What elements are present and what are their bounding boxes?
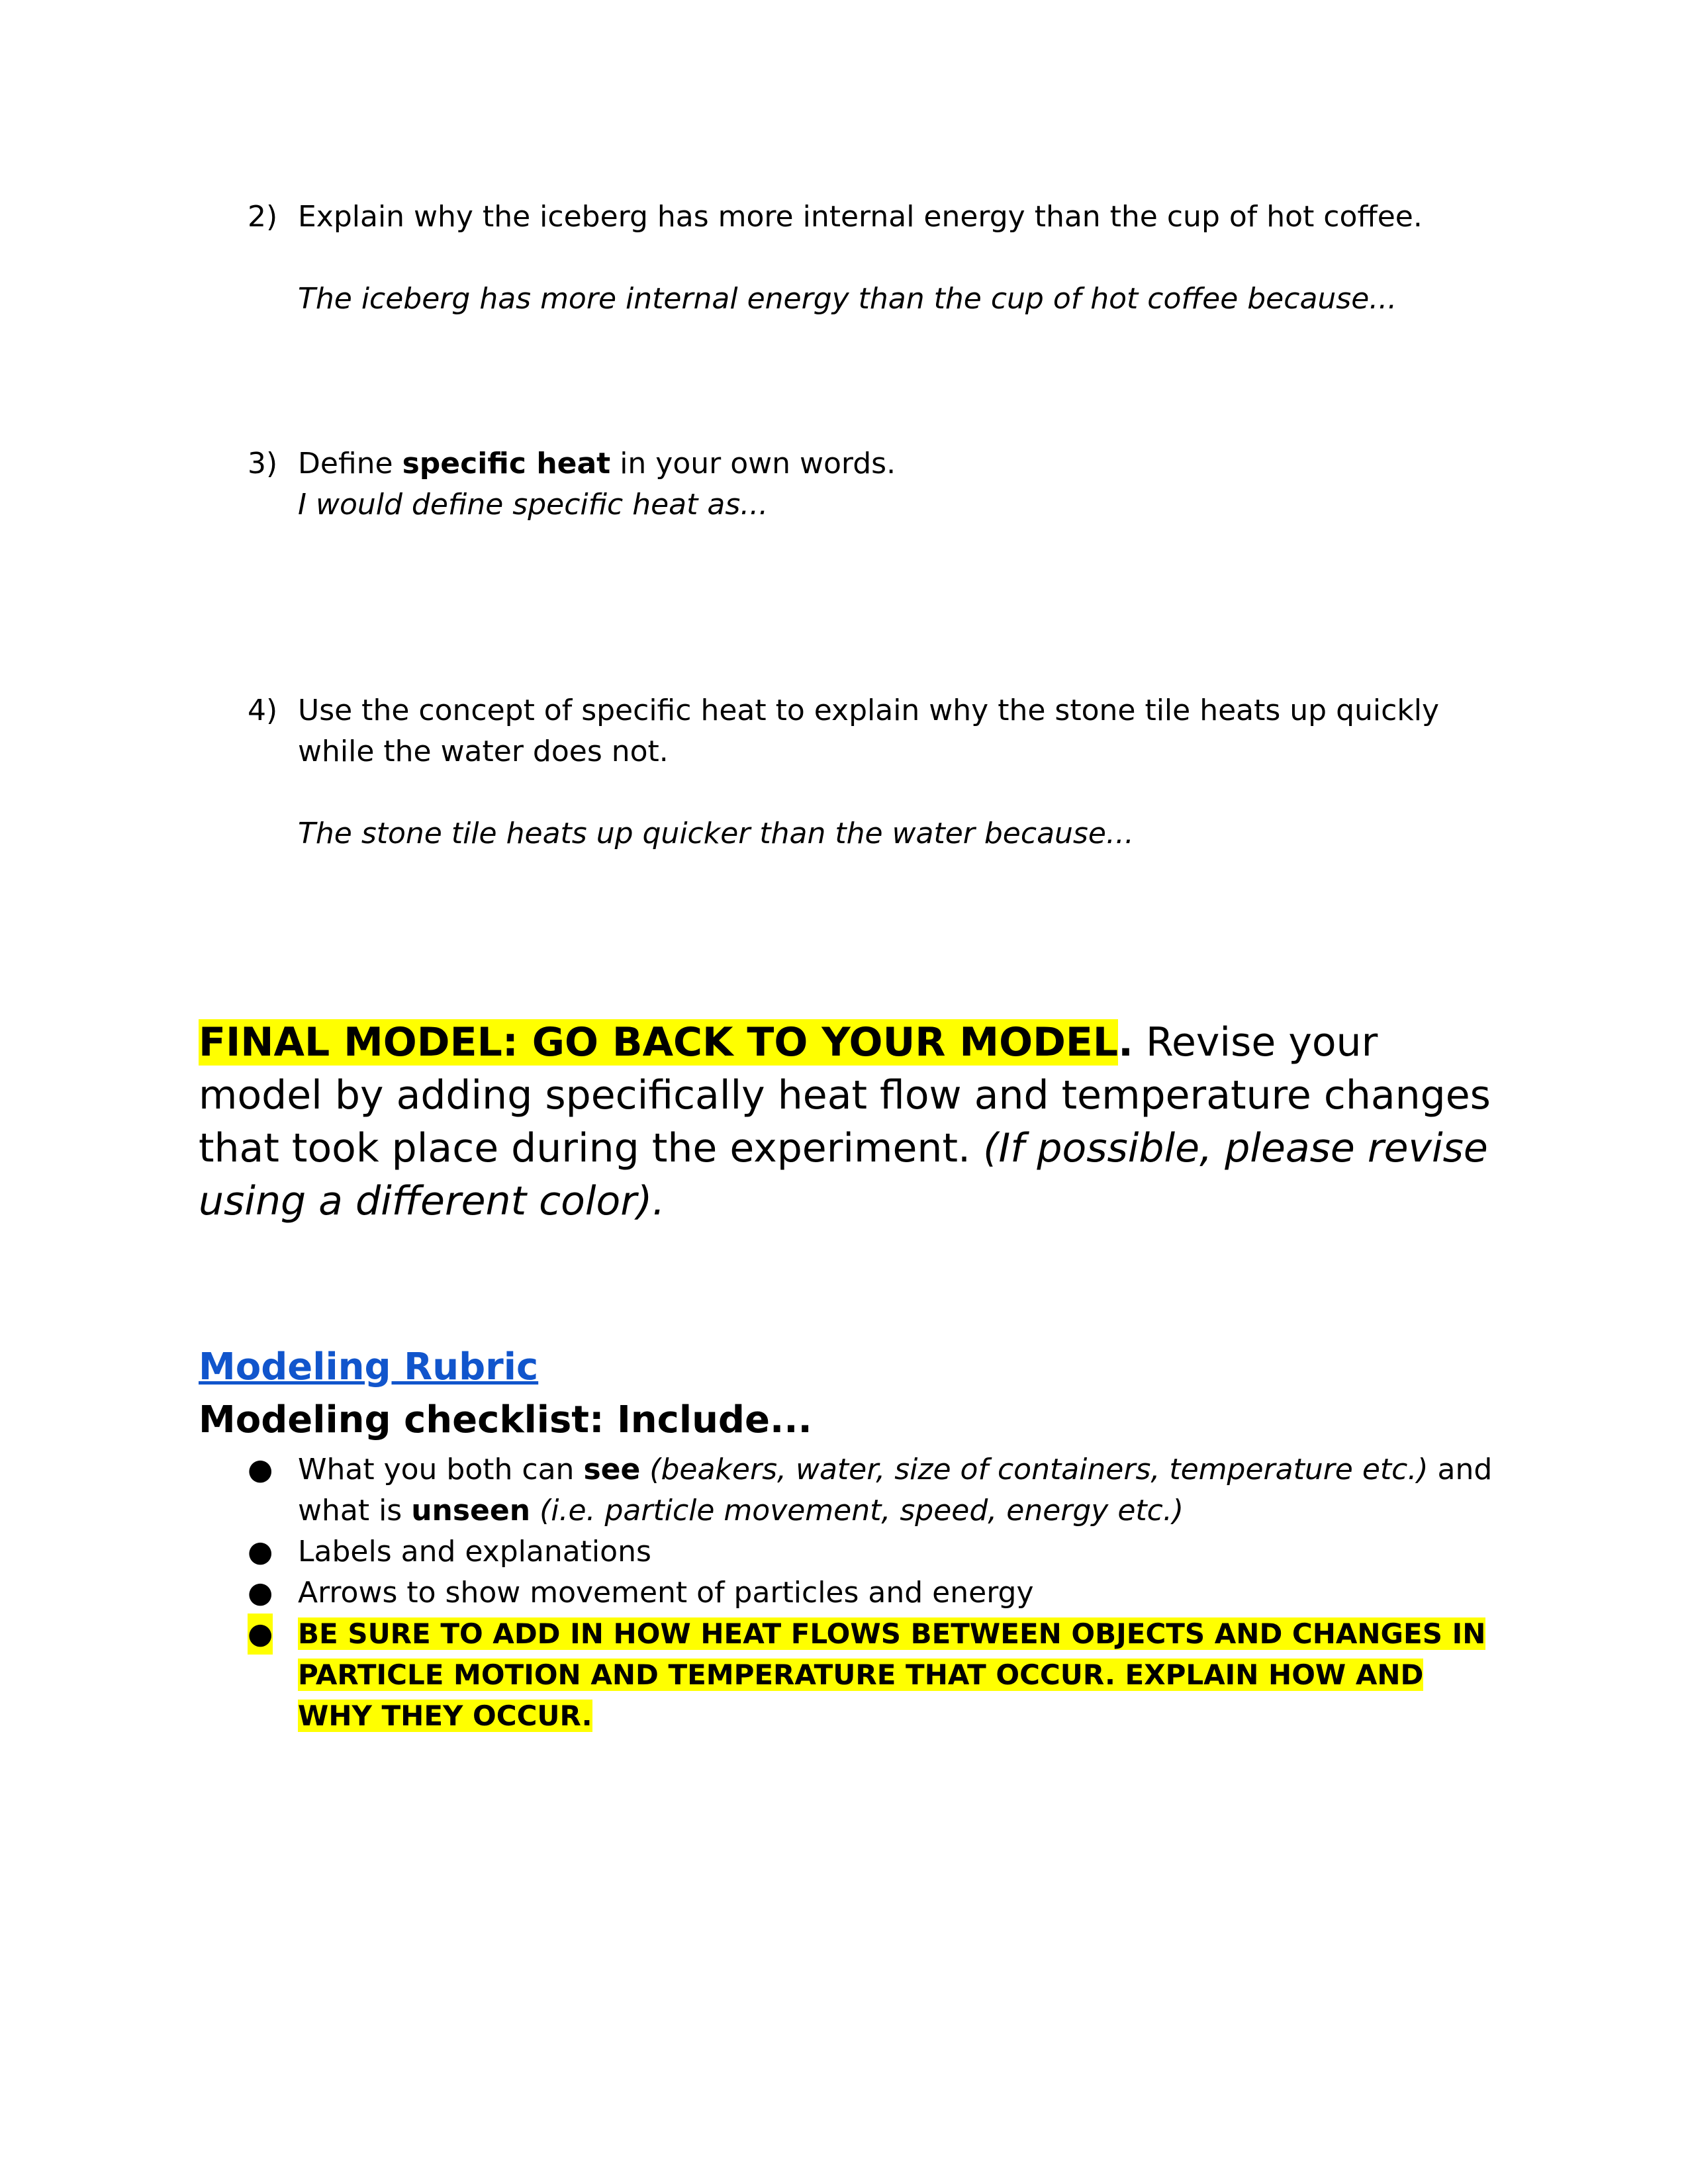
final-model-note: (If possible, please revise using a different color).	[199, 1125, 1488, 1224]
answer-starter: The stone tile heats up quicker than the water because...	[298, 817, 1134, 850]
question-2	[248, 197, 1505, 320]
item-text: Arrows to show movement of particles and energy	[298, 1576, 1034, 1610]
question-prompt: Explain why the iceberg has more internal energy than the cup of hot coffee.	[298, 200, 1423, 234]
item-text-emphasis: BE SURE TO ADD IN HOW HEAT FLOWS BETWEEN OBJECTS AND CHANGES IN PARTICLE MOTION AND TEMPERATURE THAT OCCUR. EXPLAIN HOW AND WHY THEY OCCUR.	[298, 1617, 1486, 1732]
item-text: What you both can	[298, 1453, 584, 1486]
prompt-text: Define	[298, 447, 402, 480]
final-model-period: .	[1118, 1019, 1133, 1066]
answer-starter: The iceberg has more internal energy than the cup of hot coffee because...	[298, 282, 1397, 316]
list-item	[248, 1449, 1505, 1531]
final-model-heading: FINAL MODEL: GO BACK TO YOUR MODEL	[199, 1019, 1119, 1066]
bullet-icon: ●	[248, 1535, 273, 1569]
item-italic: (i.e. particle movement, speed, energy etc.)	[530, 1494, 1184, 1527]
item-text: Labels and explanations	[298, 1535, 651, 1569]
question-number: 4)	[248, 694, 278, 727]
list-item	[248, 1531, 1505, 1572]
item-italic: (beakers, water, size of containers, temperature etc.)	[640, 1453, 1429, 1486]
question-number: 3)	[248, 447, 278, 480]
question-prompt	[298, 443, 1505, 484]
modeling-checklist	[248, 1449, 1505, 1737]
list-item	[248, 1572, 1505, 1614]
modeling-rubric-link[interactable]: Modeling Rubric	[199, 1345, 539, 1388]
question-3	[248, 443, 1505, 525]
question-number: 2)	[248, 200, 278, 234]
question-4	[248, 690, 1505, 854]
term-specific-heat: specific heat	[402, 447, 611, 480]
checklist-title: Modeling checklist: Include...	[199, 1398, 812, 1441]
final-model-paragraph	[199, 1016, 1509, 1228]
bullet-icon: ●	[248, 1614, 273, 1655]
final-model-text: Revise your model by adding specifically heat flow and temperature changes that took place during the experiment.	[199, 1019, 1491, 1171]
answer-starter: I would define specific heat as...	[298, 488, 769, 522]
item-bold-unseen: unseen	[411, 1494, 531, 1527]
bullet-icon: ●	[248, 1576, 273, 1610]
prompt-text: in your own words.	[610, 447, 896, 480]
list-item-highlighted	[248, 1614, 1505, 1737]
bullet-icon: ●	[248, 1453, 273, 1486]
question-prompt: Use the concept of specific heat to explain why the stone tile heats up quickly while the water does not.	[298, 694, 1440, 768]
item-bold-see: see	[583, 1453, 641, 1486]
item-text: and what is	[298, 1453, 1493, 1527]
